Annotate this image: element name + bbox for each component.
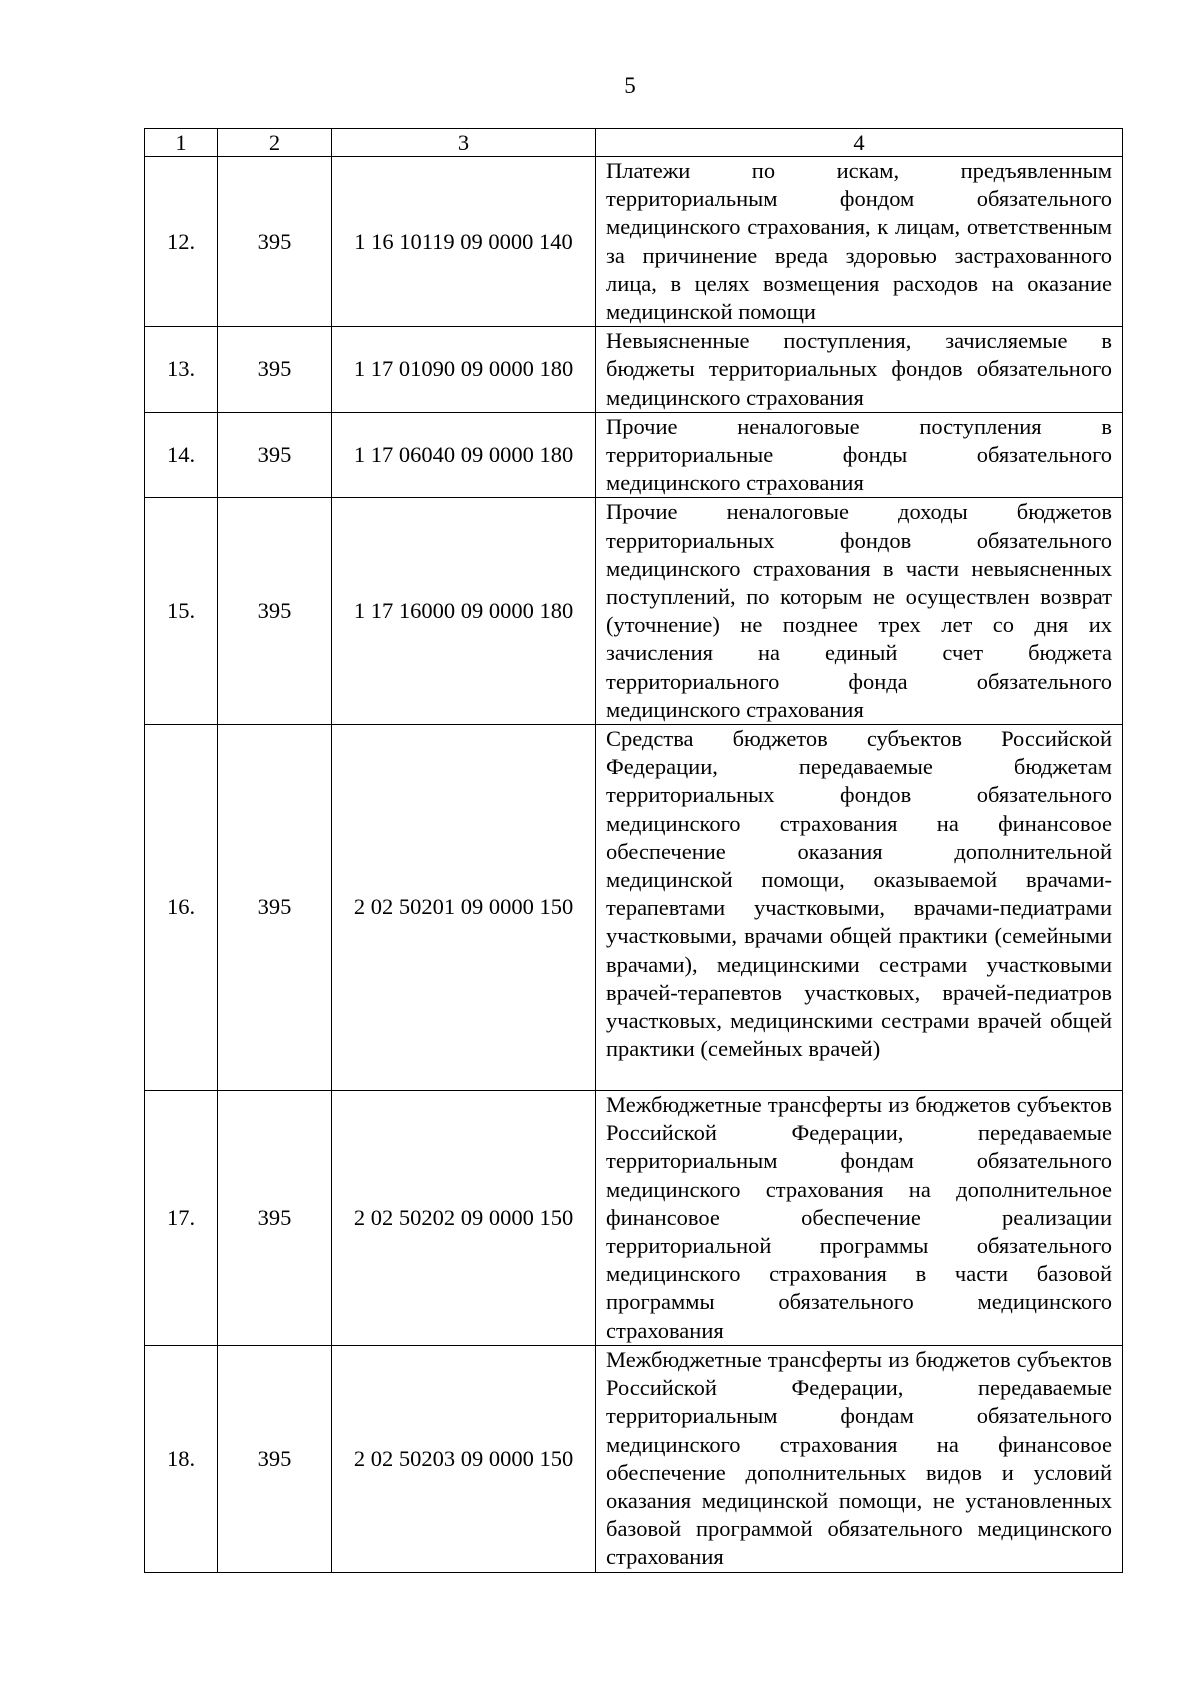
row-number: 18. bbox=[145, 1345, 218, 1572]
revenue-code: 1 17 01090 09 0000 180 bbox=[332, 327, 596, 413]
revenue-code: 1 17 16000 09 0000 180 bbox=[332, 498, 596, 725]
row-number: 17. bbox=[145, 1091, 218, 1346]
revenue-description: Межбюджетные трансферты из бюджетов субъектов Российской Федерации, передаваемые территориальным фондам обязательного медицинского страхования на дополнительное финансовое обеспечение реализации территориальной программы обязательного медицинского страхования в части базовой программы обязательного медицинского страхования bbox=[596, 1091, 1123, 1346]
revenue-code: 2 02 50203 09 0000 150 bbox=[332, 1345, 596, 1572]
column-header-2: 2 bbox=[218, 129, 332, 157]
revenue-description: Платежи по искам, предъявленным территориальным фондом обязательного медицинского страхования, к лицам, ответственным за причинение вреда здоровью застрахованного лица, в целях возмещения расходов на оказание медицинской помощи bbox=[596, 157, 1123, 327]
revenue-description: Межбюджетные трансферты из бюджетов субъектов Российской Федерации, передаваемые территориальным фондам обязательного медицинского страхования на финансовое обеспечение дополнительных видов и условий оказания медицинской помощи, не установленных базовой программой обязательного медицинского страхования bbox=[596, 1345, 1123, 1572]
revenue-description: Невыясненные поступления, зачисляемые в бюджеты территориальных фондов обязательного медицинского страхования bbox=[596, 327, 1123, 413]
table-row bbox=[145, 327, 1123, 413]
admin-code: 395 bbox=[218, 412, 332, 498]
revenue-code: 1 16 10119 09 0000 140 bbox=[332, 157, 596, 327]
revenue-description: Прочие неналоговые доходы бюджетов территориальных фондов обязательного медицинского страхования в части невыясненных поступлений, по которым не осуществлен возврат (уточнение) не позднее трех лет со дня их зачисления на единый счет бюджета территориального фонда обязательного медицинского страхования bbox=[596, 498, 1123, 725]
column-header-1: 1 bbox=[145, 129, 218, 157]
table-row bbox=[145, 498, 1123, 725]
revenue-code: 2 02 50201 09 0000 150 bbox=[332, 725, 596, 1091]
column-header-3: 3 bbox=[332, 129, 596, 157]
revenue-description: Средства бюджетов субъектов Российской Федерации, передаваемые бюджетам территориальных фондов обязательного медицинского страхования на финансовое обеспечение оказания дополнительной медицинской помощи, оказываемой врачами-терапевтами участковыми, врачами-педиатрами участковыми, врачами общей практики (семейными врачами), медицинскими сестрами участковыми врачей-терапевтов участковых, врачей-педиатров участковых, медицинскими сестрами врачей общей практики (семейных врачей) bbox=[596, 725, 1123, 1091]
revenue-code: 2 02 50202 09 0000 150 bbox=[332, 1091, 596, 1346]
admin-code: 395 bbox=[218, 725, 332, 1091]
row-number: 16. bbox=[145, 725, 218, 1091]
table-header-row bbox=[145, 129, 1123, 157]
budget-codes-table bbox=[144, 128, 1123, 1573]
admin-code: 395 bbox=[218, 157, 332, 327]
admin-code: 395 bbox=[218, 1091, 332, 1346]
row-number: 15. bbox=[145, 498, 218, 725]
table-row bbox=[145, 725, 1123, 1091]
row-number: 14. bbox=[145, 412, 218, 498]
row-number: 13. bbox=[145, 327, 218, 413]
revenue-code: 1 17 06040 09 0000 180 bbox=[332, 412, 596, 498]
column-header-4: 4 bbox=[596, 129, 1123, 157]
row-number: 12. bbox=[145, 157, 218, 327]
admin-code: 395 bbox=[218, 1345, 332, 1572]
revenue-description: Прочие неналоговые поступления в территориальные фонды обязательного медицинского страхования bbox=[596, 412, 1123, 498]
table-row bbox=[145, 1345, 1123, 1572]
table-row bbox=[145, 157, 1123, 327]
admin-code: 395 bbox=[218, 327, 332, 413]
page-number: 5 bbox=[624, 73, 636, 98]
admin-code: 395 bbox=[218, 498, 332, 725]
table-row bbox=[145, 1091, 1123, 1346]
table-row bbox=[145, 412, 1123, 498]
